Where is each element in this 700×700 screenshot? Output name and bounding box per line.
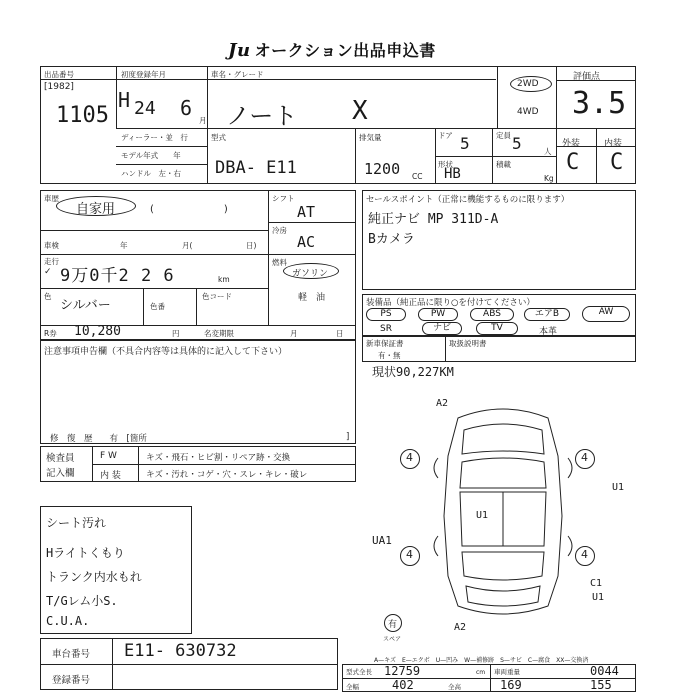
spare-label: スペア	[383, 636, 402, 643]
disp-label: 排気量	[359, 133, 382, 142]
equip-leather: 本革	[538, 327, 557, 337]
form-title	[228, 38, 436, 61]
color-no-label: 色番	[150, 302, 165, 311]
ju-logo: Ju	[228, 40, 251, 61]
name-label: 車名・グレード	[211, 70, 264, 79]
wid-label: 全幅	[346, 683, 359, 691]
recycle-value: 10,280	[74, 324, 121, 339]
equip-tv: TV	[476, 322, 518, 335]
lot-label: 出品番号	[44, 70, 74, 79]
inspect-year: 年	[120, 241, 128, 250]
notes-label: 注意事項申告欄（不具合内容等は具体的に記入して下さい）	[44, 347, 288, 357]
inspector-fw-text: キズ・飛石・ヒビ割・リペア跡・交換	[146, 453, 291, 463]
mark-a2-bottom: A2	[454, 622, 467, 633]
len-unit: cm	[476, 669, 486, 676]
grade: X	[352, 96, 368, 126]
drive-2wd: 2WD	[517, 79, 539, 89]
hgt-value: 169	[500, 678, 522, 692]
remark-3: トランク内水もれ	[46, 570, 142, 584]
cap-unit: 人	[544, 147, 552, 156]
equip-pw: PW	[418, 308, 458, 321]
mark-u1-center: U1	[476, 510, 489, 521]
drive-4wd: 4WD	[517, 107, 539, 117]
reg-label: 初度登録年月	[121, 70, 166, 79]
history-label: 車歴	[44, 194, 59, 203]
cap-label: 定員	[496, 131, 511, 140]
cool-label: 冷房	[272, 226, 287, 235]
remark-4: T/Gレム小S.	[46, 594, 118, 608]
equip-aw: AW	[582, 306, 630, 322]
car-diagram	[398, 396, 608, 628]
int-grade: C	[610, 150, 624, 175]
kg-unit: Kg	[544, 174, 554, 183]
fuel-light: 軽 油	[298, 293, 326, 303]
capacity: 5	[512, 134, 522, 153]
sales-point-line2: Bカメラ	[368, 232, 415, 247]
color-code-label: 色コード	[202, 292, 232, 301]
warranty-label: 新車保証書	[366, 339, 404, 348]
frame-value: E11- 630732	[124, 641, 237, 661]
equipment-label: 装備品（純正品に限り○を付けてください）	[366, 298, 535, 308]
owner-month: 月	[290, 329, 298, 338]
inspector-label: 検査員 記入欄	[46, 453, 75, 479]
mark-u1-right: U1	[612, 482, 625, 493]
len-value: 12759	[384, 664, 421, 678]
cool-value: AC	[297, 233, 316, 251]
lot-number: 1105	[56, 103, 109, 128]
fuel-label: 燃料	[272, 258, 287, 267]
displacement: 1200	[364, 160, 401, 178]
inspect-label: 車検	[44, 241, 59, 250]
hgt-label: 全高	[448, 683, 461, 691]
remark-5: C.U.A.	[46, 614, 90, 628]
color-value: シルバー	[60, 298, 111, 313]
recycle-label: R券	[44, 329, 57, 338]
repair-label: 修 復 歴 有 [箇所	[50, 434, 147, 444]
legend: A—キズ E—エクボ U—凹み W—補修跡 S—サビ C—腐食 XX—交換済	[374, 657, 589, 664]
equip-airbag: エアB	[524, 308, 570, 321]
int-label: 内装	[604, 139, 623, 149]
equip-sr: SR	[380, 324, 392, 334]
manual-label: 取扱説明書	[449, 339, 487, 348]
color-label: 色	[44, 292, 52, 301]
owner-label: 名変期限	[204, 329, 234, 338]
equip-abs: ABS	[470, 308, 514, 321]
sales-point-label: セールスポイント（正常に機能するものに限ります）	[366, 195, 570, 205]
remark-2: Hライトくもり	[46, 546, 125, 560]
shape: HB	[444, 166, 461, 182]
dealer-label: ディーラー・並 行	[121, 133, 188, 142]
inspector-fw: F W	[100, 451, 117, 461]
model-type: DBA- E11	[215, 158, 297, 178]
mileage-value: 9万0千2 2 6	[60, 266, 175, 286]
equip-navi: ナビ	[422, 322, 462, 335]
shift-value: AT	[297, 203, 316, 221]
remark-1: シート汚れ	[46, 516, 107, 530]
inspect-day: 日)	[246, 241, 257, 250]
extra-value: 155	[590, 678, 612, 692]
recycle-unit: 円	[172, 329, 180, 338]
spare-mark: 有	[388, 620, 398, 630]
cc-unit: CC	[412, 172, 423, 181]
lot-sub: [1982]	[44, 82, 74, 92]
warranty-value: 有・無	[378, 351, 401, 360]
tire-fl-value: 4	[406, 451, 413, 464]
owner-day: 日	[336, 329, 344, 338]
door-label: ドア	[438, 131, 453, 140]
odometer-note: 現状90,227KM	[372, 365, 454, 379]
len-label: 型式全長	[346, 668, 372, 676]
score: 3.5	[572, 86, 627, 121]
shape-label: 形状	[438, 160, 453, 169]
history-value: 自家用	[76, 202, 116, 217]
reg-era: H	[118, 88, 131, 112]
mileage-label: 走行	[44, 257, 59, 266]
inspector-int-text: キズ・汚れ・コゲ・穴・スレ・キレ・破レ	[146, 470, 308, 480]
fuel-value: ガソリン	[292, 269, 329, 279]
frame-label: 車台番号	[52, 649, 91, 660]
mileage-unit: km	[218, 275, 230, 284]
tire-fr-value: 4	[581, 451, 588, 464]
equip-ps: PS	[366, 308, 406, 321]
history-paren: ( )	[150, 204, 228, 215]
reg-year: 24	[134, 98, 156, 119]
wid-value: 402	[392, 678, 414, 692]
score-label: 評価点	[573, 72, 601, 82]
type-label: 型式	[211, 133, 226, 142]
ext-label: 外装	[562, 139, 581, 149]
mileage-check: ✓	[44, 267, 52, 277]
handle-label: ハンドル 左・右	[121, 169, 181, 178]
weight-value: 0044	[590, 664, 619, 678]
mark-u1-bottom: U1	[592, 592, 605, 603]
tire-rl-value: 4	[406, 548, 413, 561]
sales-point-line1: 純正ナビ MP 311D-A	[368, 212, 499, 227]
ext-grade: C	[566, 150, 580, 175]
reg-month: 6	[180, 96, 193, 120]
mark-c1: C1	[590, 578, 603, 589]
reg-number-label: 登録番号	[52, 675, 91, 686]
tire-rr-value: 4	[581, 548, 588, 561]
shift-label: シフト	[272, 194, 295, 203]
mark-ua1: UA1	[372, 534, 392, 547]
repair-bracket: ]	[346, 432, 350, 442]
doors: 5	[460, 134, 470, 153]
mark-a2-top: A2	[436, 398, 449, 409]
load-label: 積載	[496, 160, 511, 169]
reg-month-unit: 月	[199, 116, 207, 125]
model-year-label: モデル年式 年	[121, 151, 181, 160]
title-text: オークション出品申込書	[254, 41, 436, 60]
inspect-month: 月(	[182, 241, 193, 250]
car-name: ノート	[226, 102, 298, 130]
inspector-int: 内 装	[100, 471, 121, 481]
weight-label: 車両重量	[494, 668, 520, 676]
